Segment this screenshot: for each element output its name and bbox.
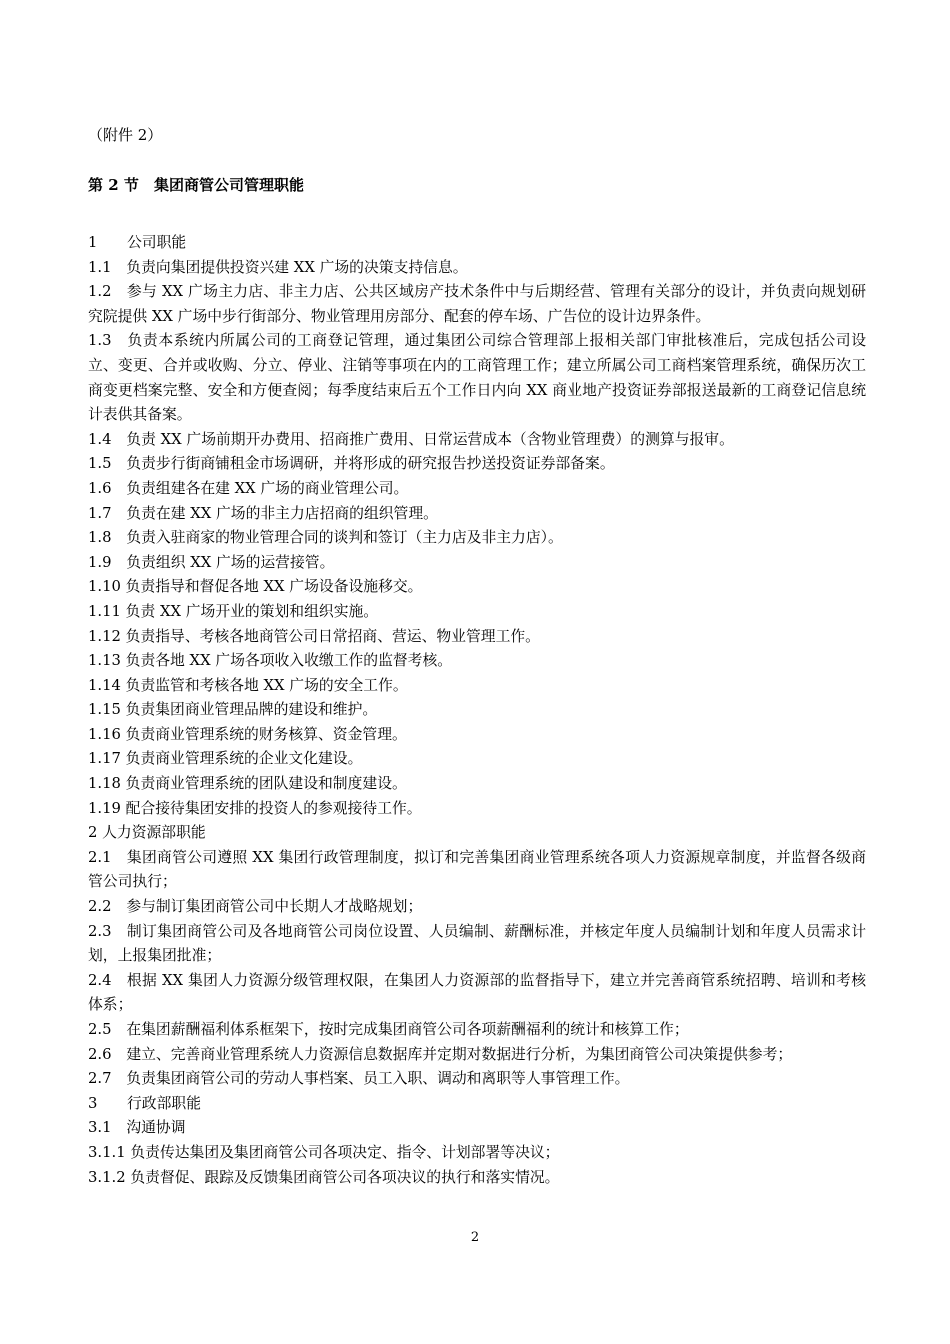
paragraph: 1.7 负责在建 XX 广场的非主力店招商的组织管理。 — [88, 504, 438, 522]
paragraph: 3.1 沟通协调 — [88, 1119, 186, 1137]
page-number: 2 — [470, 1230, 480, 1245]
paragraph: 1.12 负责指导、考核各地商管公司日常招商、营运、物业管理工作。 — [88, 627, 540, 645]
paragraph: 2 人力资源部职能 — [88, 824, 206, 842]
paragraph: 2.6 建立、完善商业管理系统人力资源信息数据库并定期对数据进行分析，为集团商管公司决策提供参考； — [88, 1045, 793, 1063]
paragraph: 1.16 负责商业管理系统的财务核算、资金管理。 — [88, 725, 407, 743]
paragraph: 3.1.1 负责传达集团及集团商管公司各项决定、指令、计划部署等决议； — [88, 1143, 560, 1161]
paragraph: 1.10 负责指导和督促各地 XX 广场设备设施移交。 — [88, 578, 423, 596]
paragraph: 2.7 负责集团商管公司的劳动人事档案、员工入职、调动和离职等人事管理工作。 — [88, 1070, 630, 1088]
paragraph: 1.2 参与 XX 广场主力店、非主力店、公共区域房产技术条件中与后期经营、管理有关部分的设计，并负责向规划研究院提供 XX 广场中步行街部分、物业管理用房部分、配套的停车场、广告位的设计边界条件。 — [88, 283, 866, 325]
paragraph: 2.5 在集团薪酬福利体系框架下，按时完成集团商管公司各项薪酬福利的统计和核算工作； — [88, 1021, 689, 1038]
paragraph: 1.14 负责监管和考核各地 XX 广场的安全工作。 — [88, 676, 408, 694]
paragraph: 1.19 配合接待集团安排的投资人的参观接待工作。 — [88, 799, 422, 817]
paragraph: 2.4 根据 XX 集团人力资源分级管理权限，在集团人力资源部的监督指导下，建立并完善商管系统招聘、培训和考核体系； — [88, 971, 866, 1014]
paragraph: 2.1 集团商管公司遵照 XX 集团行政管理制度，拟订和完善集团商业管理系统各项人力资源规章制度，并监督各级商管公司执行； — [88, 848, 866, 891]
paragraph: 1.5 负责步行街商铺租金市场调研，并将形成的研究报告抄送投资证券部备案。 — [88, 455, 615, 473]
paragraph: 1.17 负责商业管理系统的企业文化建设。 — [88, 750, 363, 768]
paragraph: 1 公司职能 — [88, 234, 187, 251]
paragraph: 1.18 负责商业管理系统的团队建设和制度建设。 — [88, 775, 407, 793]
paragraph: 1.6 负责组建各在建 XX 广场的商业管理公司。 — [88, 479, 409, 497]
section-title: 集团商管公司管理职能 — [154, 176, 305, 194]
paragraph: 1.1 负责向集团提供投资兴建 XX 广场的决策支持信息。 — [88, 258, 468, 276]
document-body — [88, 231, 866, 1190]
paragraph: 2.2 参与制订集团商管公司中长期人才战略规划； — [88, 898, 423, 916]
paragraph: 1.3 负责本系统内所属公司的工商登记管理，通过集团公司综合管理部上报相关部门审批核准后，完成包括公司设立、变更、合并或收购、分立、停业、注销等事项在内的工商管理工作；建立所属公司工商档案管理系统，确保历次工商变更档案完整、安全和方便查阅；每季度结束后五个工作日内向 XX 商业地产投资证券部报送最新的工商登记信息统计表供其备案。 — [88, 332, 866, 424]
paragraph: 2.3 制订集团商管公司及各地商管公司岗位设置、人员编制、薪酬标准，并核定年度人员编制计划和年度人员需求计划，上报集团批准； — [88, 922, 866, 965]
section-heading — [88, 174, 304, 196]
paragraph: 1.9 负责组织 XX 广场的运营接管。 — [88, 553, 335, 571]
paragraph: 1.4 负责 XX 广场前期开办费用、招商推广费用、日常运营成本（含物业管理费）的测算与报审。 — [88, 430, 734, 448]
paragraph: 1.15 负责集团商业管理品牌的建设和维护。 — [88, 701, 378, 719]
paragraph: 1.13 负责各地 XX 广场各项收入收缴工作的监督考核。 — [88, 652, 453, 670]
paragraph: 3.1.2 负责督促、跟踪及反馈集团商管公司各项决议的执行和落实情况。 — [88, 1168, 560, 1186]
paragraph: 1.8 负责入驻商家的物业管理合同的谈判和签订（主力店及非主力店）。 — [88, 529, 563, 547]
attachment-label: （附件 2） — [88, 126, 163, 144]
paragraph: 1.11 负责 XX 广场开业的策划和组织实施。 — [88, 602, 379, 620]
paragraph: 3 行政部职能 — [88, 1094, 201, 1112]
section-number: 第 2 节 — [88, 176, 139, 194]
